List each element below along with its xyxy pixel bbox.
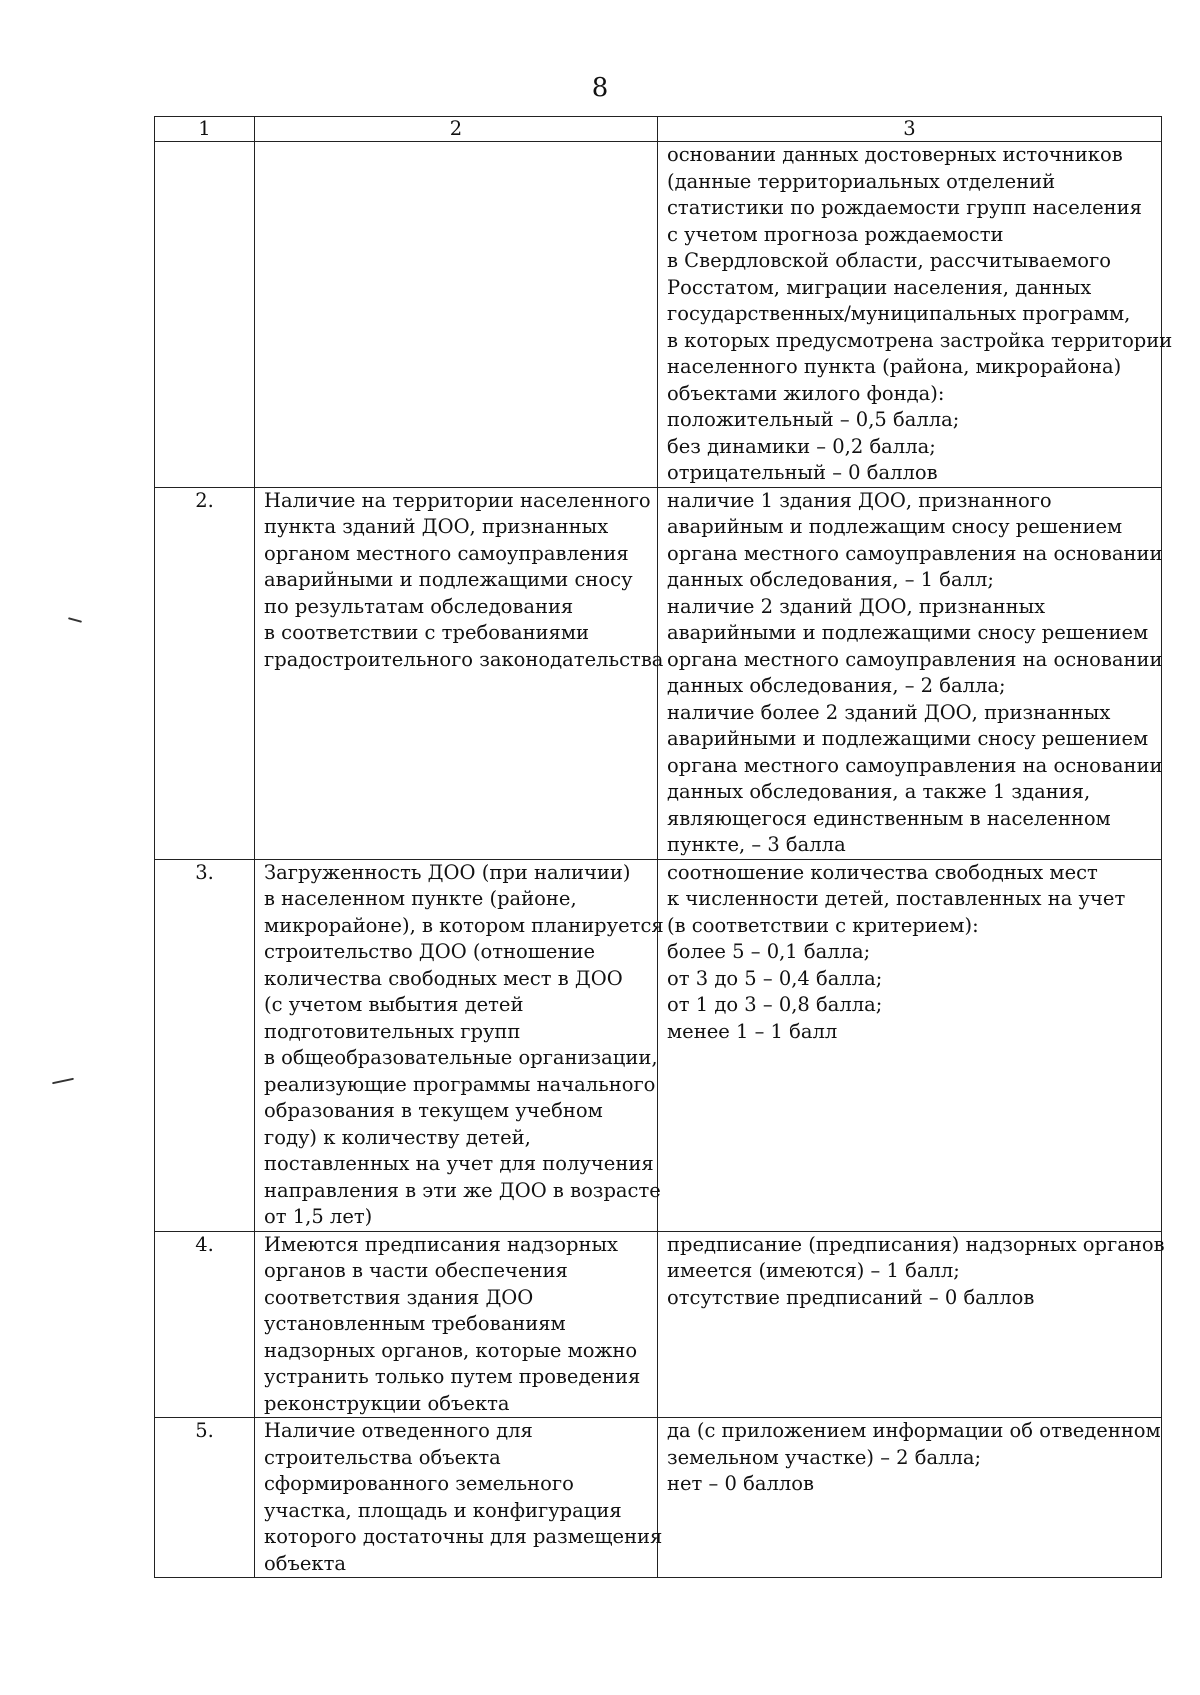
scoring-line: аварийными и подлежащими сносу решением — [667, 727, 1149, 750]
row-number: 5. — [155, 1418, 255, 1578]
scoring-line: основании данных достоверных источников — [667, 143, 1123, 166]
column-header: 2 — [255, 117, 658, 142]
column-header: 1 — [155, 117, 255, 142]
row-number — [155, 142, 255, 488]
criterion-line: в общеобразовательные организации, — [264, 1046, 658, 1069]
criterion-line: Имеются предписания надзорных — [264, 1232, 618, 1256]
margin-mark — [68, 617, 82, 623]
criterion-cell — [255, 1231, 658, 1418]
scoring-line: (данные территориальных отделений — [667, 169, 1056, 193]
scoring-line: данных обследования, а также 1 здания, — [667, 780, 1091, 803]
scoring-line: имеется (имеются) – 1 балл; — [667, 1259, 960, 1282]
scoring-cell — [658, 1231, 1165, 1418]
scoring-line: нет – 0 баллов — [667, 1472, 814, 1495]
scoring-cell — [658, 1418, 1162, 1578]
table-header-row — [155, 117, 1162, 142]
scoring-line: Росстатом, миграции населения, данных — [667, 275, 1092, 299]
margin-mark — [52, 1078, 74, 1085]
row-number: 3. — [155, 859, 255, 1231]
criterion-line: аварийными и подлежащими сносу — [264, 568, 633, 591]
scoring-line: статистики по рождаемости групп населения — [667, 196, 1142, 219]
table-row — [155, 859, 1162, 1231]
row-number: 2. — [155, 487, 255, 859]
criterion-line: в населенном пункте (районе, — [264, 887, 577, 910]
criterion-line: образования в текущем учебном — [264, 1099, 603, 1122]
scoring-line: отсутствие предписаний – 0 баллов — [667, 1285, 1035, 1309]
criterion-line: реконструкции объекта — [264, 1391, 510, 1415]
criterion-line: органом местного самоуправления — [264, 541, 629, 565]
criterion-cell — [255, 142, 658, 488]
scoring-line: в которых предусмотрена застройка территории — [667, 328, 1173, 352]
criterion-line: микрорайоне), в котором планируется — [264, 913, 664, 937]
scoring-line: в Свердловской области, рассчитываемого — [667, 249, 1112, 272]
criterion-line: строительство ДОО (отношение — [264, 940, 595, 963]
scoring-line: соотношение количества свободных мест — [667, 860, 1098, 884]
criterion-line: по результатам обследования — [264, 594, 574, 618]
scoring-line: от 1 до 3 – 0,8 балла; — [667, 993, 883, 1016]
criterion-cell — [255, 1418, 663, 1578]
criterion-line: сформированного земельного — [264, 1472, 574, 1495]
scoring-line: органа местного самоуправления на основании — [667, 647, 1163, 671]
row-number: 4. — [155, 1231, 255, 1418]
criterion-line: Наличие отведенного для — [264, 1419, 533, 1442]
criterion-line: количества свободных мест в ДОО — [264, 966, 623, 990]
criterion-line: органов в части обеспечения — [264, 1259, 568, 1282]
scoring-line: без динамики – 0,2 балла; — [667, 434, 936, 458]
criterion-line: поставленных на учет для получения — [264, 1152, 654, 1175]
scoring-line: наличие более 2 зданий ДОО, признанных — [667, 700, 1111, 724]
scoring-cell — [658, 142, 1173, 488]
scoring-line: наличие 2 зданий ДОО, признанных — [667, 594, 1046, 618]
scoring-line: предписание (предписания) надзорных органов — [667, 1232, 1165, 1256]
scoring-line: органа местного самоуправления на основании — [667, 753, 1163, 777]
criterion-line: в соответствии с требованиями — [264, 621, 590, 644]
scoring-line: к численности детей, поставленных на учет — [667, 887, 1126, 910]
scoring-line: отрицательный – 0 баллов — [667, 461, 938, 484]
criterion-line: участка, площадь и конфигурация — [264, 1498, 622, 1522]
criterion-line: подготовительных групп — [264, 1019, 521, 1043]
table-row — [155, 487, 1162, 859]
scoring-line: данных обследования, – 2 балла; — [667, 674, 1006, 697]
criterion-line: Наличие на территории населенного — [264, 488, 651, 512]
criterion-cell — [255, 487, 664, 859]
column-header: 3 — [658, 117, 1162, 142]
table-body — [155, 142, 1173, 1578]
criterion-line: году) к количеству детей, — [264, 1125, 531, 1149]
scoring-line: менее 1 – 1 балл — [667, 1019, 838, 1043]
criterion-line: реализующие программы начального — [264, 1072, 656, 1096]
scoring-line: с учетом прогноза рождаемости — [667, 222, 1004, 246]
scoring-line: (в соответствии с критерием): — [667, 913, 979, 937]
scoring-line: более 5 – 0,1 балла; — [667, 940, 871, 963]
scoring-line: положительный – 0,5 балла; — [667, 408, 960, 431]
scoring-line: государственных/муниципальных программ, — [667, 302, 1131, 325]
scoring-line: наличие 1 здания ДОО, признанного — [667, 488, 1052, 512]
table-row — [155, 142, 1162, 488]
scoring-line: аварийным и подлежащим сносу решением — [667, 515, 1123, 538]
criterion-line: направления в эти же ДОО в возрасте — [264, 1178, 661, 1202]
scoring-cell — [658, 487, 1162, 859]
table-row — [155, 1231, 1162, 1418]
criterion-line: устранить только путем проведения — [264, 1365, 641, 1388]
criterion-line: от 1,5 лет) — [264, 1205, 373, 1228]
criterion-line: установленным требованиям — [264, 1312, 566, 1335]
criterion-line: (с учетом выбытия детей — [264, 993, 524, 1016]
criterion-line: строительства объекта — [264, 1445, 501, 1469]
scoring-line: да (с приложением информации об отведенном — [667, 1419, 1161, 1442]
criteria-table — [154, 116, 1173, 1578]
scoring-line: аварийными и подлежащими сносу решением — [667, 621, 1149, 644]
criterion-line: соответствия здания ДОО — [264, 1285, 534, 1309]
scoring-line: земельном участке) – 2 балла; — [667, 1445, 982, 1469]
scoring-line: пункте, – 3 балла — [667, 833, 846, 856]
criterion-line: Загруженность ДОО (при наличии) — [264, 860, 631, 884]
scoring-line: данных обследования, – 1 балл; — [667, 568, 994, 591]
scoring-cell — [658, 859, 1162, 1231]
criterion-line: которого достаточны для размещения — [264, 1525, 663, 1548]
scoring-line: являющегося единственным в населенном — [667, 806, 1111, 830]
criterion-cell — [255, 859, 664, 1231]
scoring-line: от 3 до 5 – 0,4 балла; — [667, 966, 883, 990]
criterion-line: градостроительного законодательства — [264, 647, 664, 671]
scoring-line: органа местного самоуправления на основании — [667, 541, 1163, 565]
scoring-line: объектами жилого фонда): — [667, 381, 945, 405]
criterion-line: пункта зданий ДОО, признанных — [264, 515, 609, 538]
criterion-line: надзорных органов, которые можно — [264, 1338, 638, 1362]
table-row — [155, 1418, 1162, 1578]
scoring-line: населенного пункта (района, микрорайона) — [667, 355, 1122, 378]
criterion-line: объекта — [264, 1551, 347, 1575]
page-number: 8 — [591, 73, 609, 103]
